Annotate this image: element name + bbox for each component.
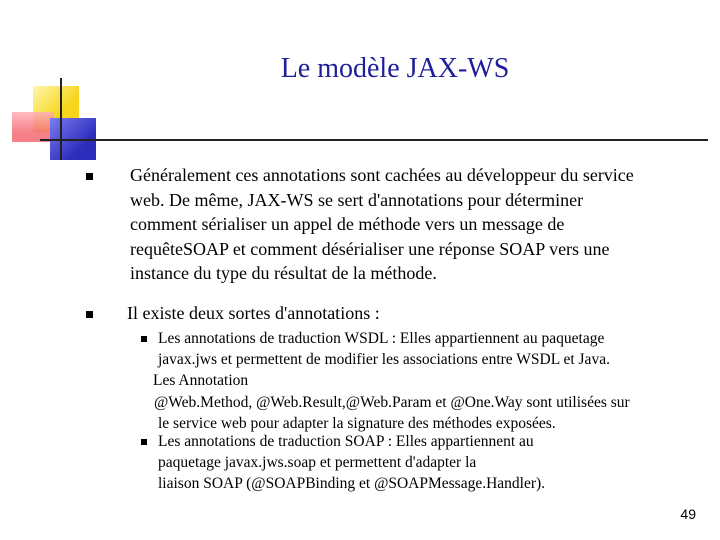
sub-bullet-marker [141,336,147,342]
bullet-line: Généralement ces annotations sont cachées au développeur du service [130,165,634,185]
bullet-marker [86,173,93,180]
sub-bullet-line: javax.jws et permettent de modifier les associations entre WSDL et Java. [158,351,610,369]
bullet-line: instance du type du résultat de la méthode. [130,263,437,283]
sub-bullet-text [153,328,630,434]
bullet-text [130,163,634,286]
sub-bullet-line: @Web.Method, @Web.Result,@Web.Param et @One.Way sont utilisées sur [154,393,630,411]
page-number: 49 [680,506,696,522]
sub-bullet-line: paquetage javax.jws.soap et permettent d'adapter la [158,454,477,472]
sub-bullet-line: le service web pour adapter la signature des méthodes exposées. [158,414,556,432]
sub-bullet-text [158,431,545,495]
bullet-text [127,301,380,326]
sub-bullet-line: Les Annotation [153,372,249,390]
slide-title: Le modèle JAX-WS [280,53,510,84]
bullet-line: comment sérialiser un appel de méthode vers un message de [130,214,565,234]
decor-red-square [12,112,54,142]
bullet-marker [86,311,93,318]
bullet-line: web. De même, JAX-WS se sert d'annotations pour déterminer [130,189,584,210]
sub-bullet-marker [141,439,147,445]
sub-bullet-line: liaison SOAP (@SOAPBinding et @SOAPMessage.Handler). [158,475,546,493]
bullet-line: Il existe deux sortes d'annotations : [127,303,380,323]
bullet-line: requêteSOAP et comment désérialiser une réponse SOAP vers une [130,238,610,259]
sub-bullet-line: Les annotations de traduction SOAP : Elles appartiennent au [158,433,534,450]
title-underline [40,139,708,141]
decor-vertical-rule [60,78,62,160]
sub-bullet-line: Les annotations de traduction WSDL : Elles appartiennent au paquetage [158,330,605,347]
